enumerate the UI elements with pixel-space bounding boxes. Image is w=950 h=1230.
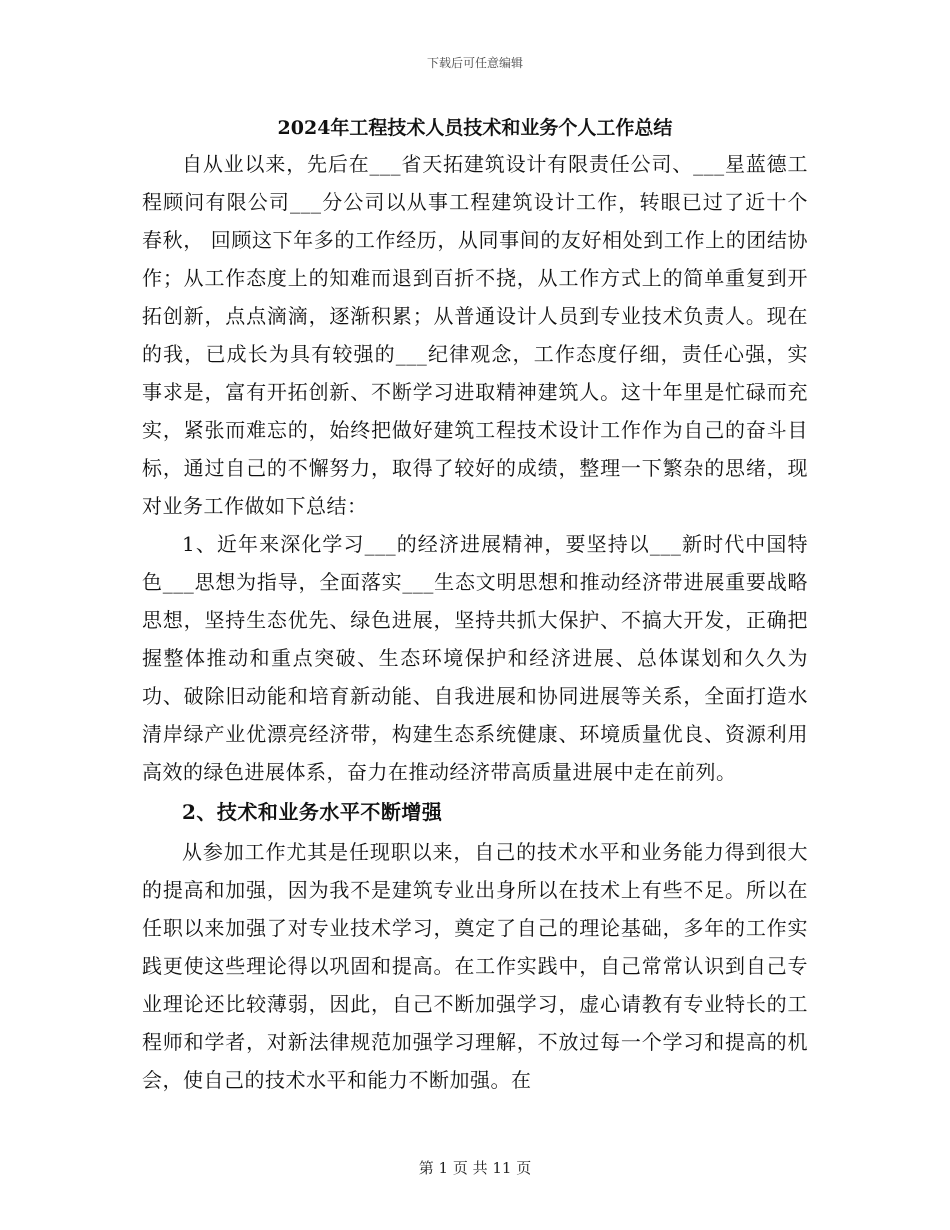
section-heading-2: 2、技术和业务水平不断增强	[182, 800, 443, 824]
page-header-note: 下载后可任意编辑	[426, 56, 523, 70]
paragraph-item-1: 1、近年来深化学习___的经济进展精神，要坚持以___新时代中国特色___思想为指导，全面落实___生态文明思想和推动经济带进展重要战略思想，坚持生态优先、绿色进展，坚持共抓大保护、不搞大开发，正确把握整体推动和重点突破、生态环境保护和经济进展、总体谋划和久久为功、破除旧动能和培育新动能、自我进展和协同进展等关系，全面打造水清岸绿产业优漂亮经济带，构建生态系统健康、环境质量优良、资源利用高效的绿色进展体系，奋力在推动经济带高质量进展中走在前列。	[142, 532, 808, 784]
page-number-footer: 第 1 页 共 11 页	[418, 1159, 532, 1177]
paragraph-section-2: 从参加工作尤其是任现职以来，自己的技术水平和业务能力得到很大的提高和加强，因为我不是建筑专业出身所以在技术上有些不足。所以在任职以来加强了对专业技术学习，奠定了自己的理论基础，多年的工作实践更使这些理论得以巩固和提高。在工作实践中，自己常常认识到自己专业理论还比较薄弱，因此，自己不断加强学习，虚心请教有专业特长的工程师和学者，对新法律规范加强学习理解，不放过每一个学习和提高的机会，使自己的技术水平和能力不断加强。在	[142, 840, 808, 1092]
document-title: 2024年工程技术人员技术和业务个人工作总结	[277, 117, 673, 139]
document-body	[142, 145, 808, 1099]
paragraph-intro: 自从业以来，先后在___省天拓建筑设计有限责任公司、___星蓝德工程顾问有限公司___分公司以从事工程建筑设计工作，转眼已过了近十个春秋， 回顾这下年多的工作经历，从同事间的友好相处到工作上的团结协作；从工作态度上的知难而退到百折不挠，从工作方式上的简单重复到开拓创新，点点滴滴，逐渐积累；从普通设计人员到专业技术负责人。现在的我，已成长为具有较强的___纪律观念，工作态度仔细，责任心强，实事求是，富有开拓创新、不断学习进取精神建筑人。这十年里是忙碌而充实，紧张而难忘的，始终把做好建筑工程技术设计工作作为自己的奋斗目标，通过自己的不懈努力，取得了较好的成绩，整理一下繁杂的思绪，现对业务工作做如下总结：	[142, 152, 808, 518]
